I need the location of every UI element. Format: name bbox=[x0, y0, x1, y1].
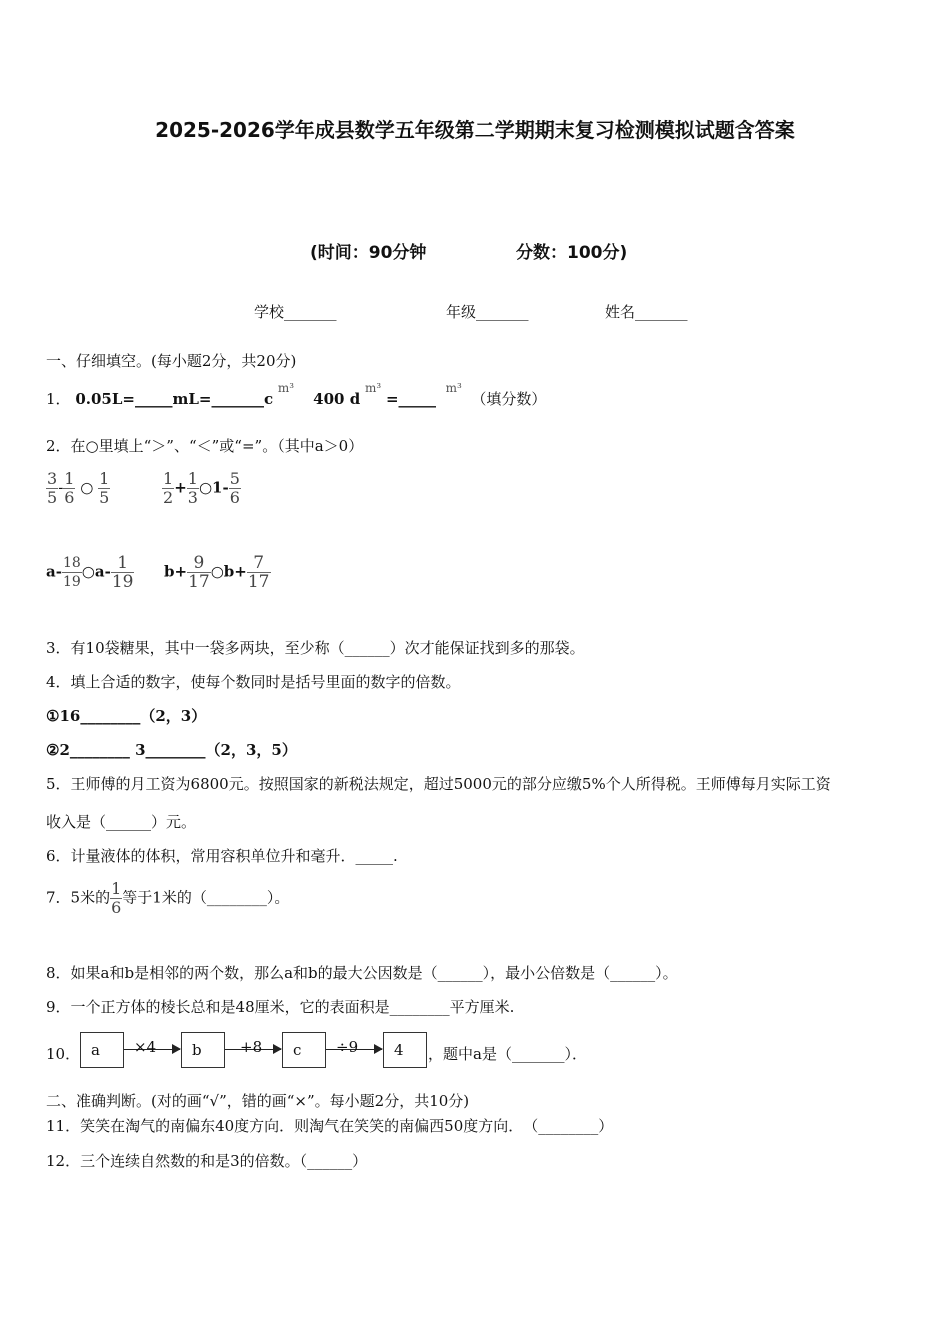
school-field[interactable]: 学校_______ bbox=[254, 303, 337, 321]
q1-number: 1． bbox=[46, 390, 71, 408]
flow-box-c: c bbox=[282, 1032, 326, 1068]
q1-unit-a: m³ bbox=[277, 381, 295, 395]
name-field[interactable]: 姓名_______ bbox=[605, 303, 688, 321]
question-12: 12．三个连续自然数的和是3的倍数。（______） bbox=[46, 1152, 368, 1170]
question-8: 8．如果a和b是相邻的两个数，那么a和b的最大公因数是（______），最小公倍数是（______）。 bbox=[46, 964, 678, 982]
q7-prefix: 7．5米的 bbox=[46, 888, 111, 907]
compare-circle[interactable]: ○ bbox=[80, 478, 94, 497]
grade-field[interactable]: 年级_______ bbox=[446, 303, 529, 321]
operator: + bbox=[174, 478, 187, 497]
question-4-part-1: ①16________（2，3） bbox=[46, 707, 207, 725]
section2-heading: 二、准确判断。(对的画“√”，错的画“×”。每小题2分，共10分) bbox=[46, 1092, 470, 1110]
question-11: 11．笑笑在淘气的南偏东40度方向．则淘气在笑笑的南偏西50度方向． （________） bbox=[46, 1117, 614, 1135]
q1-note: （填分数） bbox=[471, 390, 547, 408]
question-2: 2．在○里填上“＞”、“＜”或“=”。（其中a＞0） bbox=[46, 437, 364, 455]
fraction: $\frac{5}{6}$ bbox=[229, 469, 240, 507]
q2-expression-1 bbox=[46, 470, 110, 507]
question-6: 6．计量液体的体积，常用容积单位升和毫升．_____. bbox=[46, 847, 398, 865]
question-7 bbox=[46, 880, 289, 917]
fraction: $\frac{1}{6}$ bbox=[111, 879, 122, 917]
operator: - bbox=[58, 478, 64, 497]
q2-expression-2 bbox=[162, 470, 241, 507]
exam-time: (时间：90分钟 bbox=[310, 243, 427, 263]
question-5-line-2: 收入是（______）元。 bbox=[46, 813, 197, 831]
flow-op-3: ÷9 bbox=[336, 1038, 359, 1056]
flow-box-b: b bbox=[181, 1032, 225, 1068]
q2-expression-4 bbox=[164, 554, 271, 591]
question-9: 9．一个正方体的棱长总和是48厘米，它的表面积是________平方厘米. bbox=[46, 998, 515, 1016]
fraction: $\frac{18}{19}$ bbox=[62, 555, 81, 590]
question-3: 3．有10袋糖果，其中一袋多两块，至少称（______）次才能保证找到多的那袋。 bbox=[46, 639, 585, 657]
q7-suffix: 等于1米的（________）。 bbox=[122, 888, 290, 907]
expression-prefix: a- bbox=[46, 562, 62, 581]
exam-score: 分数：100分) bbox=[516, 243, 628, 263]
paper-title: 2025-2026学年成县数学五年级第二学期期末复习检测模拟试题含答案 bbox=[155, 118, 795, 142]
q1-part-a: 0.05L=_____mL=_______c bbox=[75, 390, 274, 408]
question-4-part-2: ②2________ 3________（2，3，5） bbox=[46, 741, 297, 759]
fraction: $\frac{9}{17}$ bbox=[188, 553, 210, 592]
fraction: $\frac{1}{19}$ bbox=[111, 553, 134, 592]
flow-op-1: ×4 bbox=[134, 1038, 157, 1056]
fraction: $\frac{3}{5}$ bbox=[47, 469, 58, 507]
fraction: $\frac{1}{6}$ bbox=[64, 469, 75, 507]
fraction: $\frac{1}{5}$ bbox=[99, 469, 110, 507]
question-4: 4．填上合适的数字，使每个数同时是括号里面的数字的倍数。 bbox=[46, 673, 461, 691]
q10-suffix: ，题中a是（_______）． bbox=[428, 1045, 587, 1063]
q1-part-b: 400 d bbox=[313, 390, 361, 408]
section1-heading: 一、仔细填空。(每小题2分，共20分) bbox=[46, 352, 297, 370]
q10-number: 10． bbox=[46, 1045, 81, 1063]
compare-circle[interactable]: ○a- bbox=[81, 562, 111, 581]
question-5-line-1: 5．王师傅的月工资为6800元。按照国家的新税法规定，超过5000元的部分应缴5%个人所得税。王师傅每月实际工资 bbox=[46, 775, 831, 793]
flow-box-a: a bbox=[80, 1032, 124, 1068]
q1-part-c: =_____ bbox=[385, 390, 437, 408]
compare-circle[interactable]: ○1- bbox=[198, 478, 229, 497]
q1-unit-b: m³ bbox=[364, 381, 382, 395]
expression-prefix: b+ bbox=[164, 562, 188, 581]
fraction: $\frac{1}{3}$ bbox=[187, 469, 198, 507]
q2-expression-3 bbox=[46, 554, 134, 591]
fraction: $\frac{7}{17}$ bbox=[247, 553, 270, 592]
fraction: $\frac{1}{2}$ bbox=[163, 469, 174, 507]
question-1 bbox=[46, 381, 547, 410]
flow-op-2: +8 bbox=[240, 1038, 263, 1056]
compare-circle[interactable]: ○b+ bbox=[210, 562, 247, 581]
q1-unit-c: m³ bbox=[445, 381, 462, 395]
flow-box-result: 4 bbox=[383, 1032, 427, 1068]
